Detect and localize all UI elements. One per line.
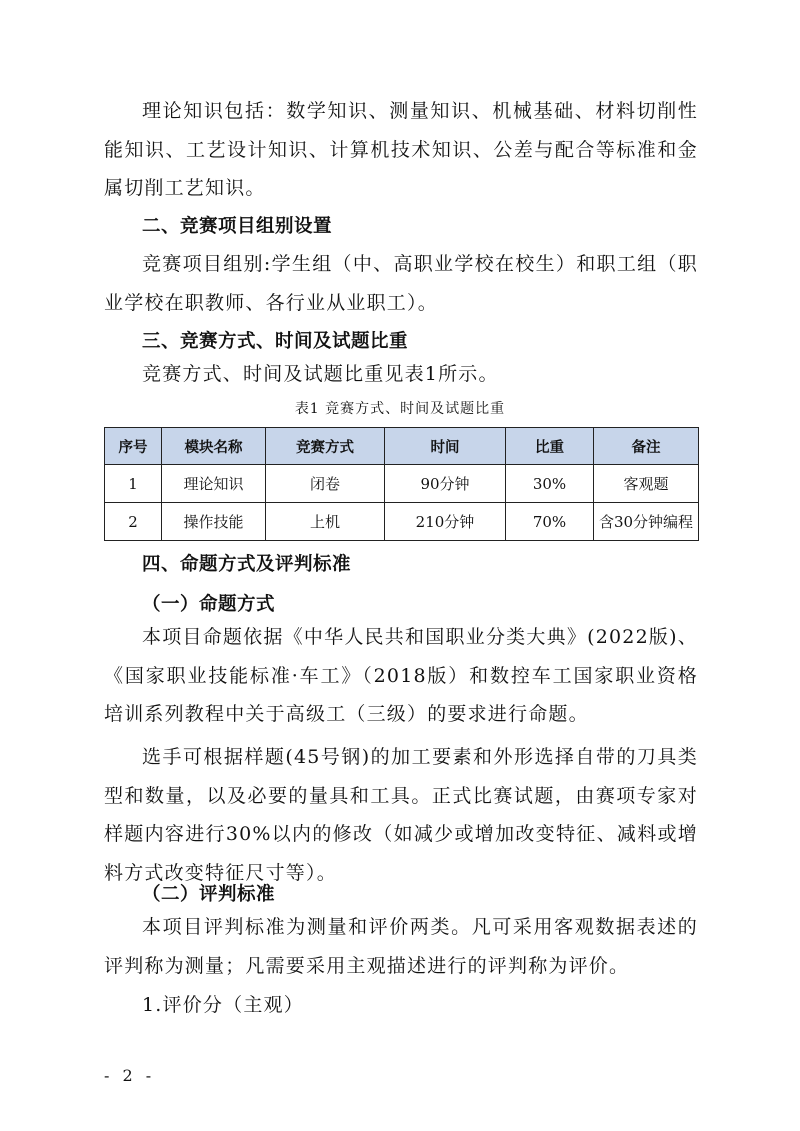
header-cell-method: 竞赛方式: [266, 428, 385, 465]
section-2-heading: 二、竞赛项目组别设置: [142, 216, 333, 237]
table-intro-paragraph: 竞赛方式、时间及试题比重见表1所示。: [142, 363, 499, 385]
table-cell: 90分钟: [385, 465, 506, 503]
table-cell: 210分钟: [385, 503, 506, 541]
tool-selection-paragraph: 选手可根据样题(45号钢)的加工要素和外形选择自带的刀具类型和数量，以及必要的量具和工具。正式比赛试题，由赛项专家对样题内容进行30%以内的修改（如减少或增加改变特征、减料或增料方式改变特征尺寸等）。: [104, 746, 698, 884]
table-cell: 闭卷: [266, 465, 385, 503]
theory-knowledge-paragraph: 理论知识包括：数学知识、测量知识、机械基础、材料切削性能知识、工艺设计知识、计算机技术知识、公差与配合等标准和金属切削工艺知识。: [104, 100, 698, 199]
table-cell: 2: [105, 503, 162, 541]
subsection-judging-heading: （二）评判标准: [142, 884, 276, 905]
table-cell: 含30分钟编程: [594, 503, 699, 541]
table-header-row: [105, 428, 699, 465]
header-cell-notes: 备注: [594, 428, 699, 465]
table-cell: 客观题: [594, 465, 699, 503]
table-cell: 30%: [506, 465, 594, 503]
header-cell-weight: 比重: [506, 428, 594, 465]
table-cell: 上机: [266, 503, 385, 541]
subjective-score-item: 1.评价分（主观）: [142, 994, 304, 1016]
table-cell: 理论知识: [162, 465, 266, 503]
page-number: - 2 -: [104, 1066, 156, 1085]
subsection-proposition-heading: （一）命题方式: [142, 594, 276, 615]
table-row: [105, 503, 699, 541]
competition-table: [104, 427, 699, 541]
section-3-heading: 三、竞赛方式、时间及试题比重: [142, 331, 409, 352]
judging-standard-paragraph: 本项目评判标准为测量和评价两类。凡可采用客观数据表述的评判称为测量；凡需要采用主观描述进行的评判称为评价。: [104, 916, 698, 977]
proposition-basis-paragraph: 本项目命题依据《中华人民共和国职业分类大典》(2022版)、《国家职业技能标准·车工》（2018版）和数控车工国家职业资格培训系列教程中关于高级工（三级）的要求进行命题。: [104, 626, 698, 725]
header-cell-time: 时间: [385, 428, 506, 465]
table-cell: 70%: [506, 503, 594, 541]
section-4-heading: 四、命题方式及评判标准: [142, 554, 352, 575]
table-row: [105, 465, 699, 503]
table-cell: 1: [105, 465, 162, 503]
header-cell-module: 模块名称: [162, 428, 266, 465]
table-cell: 操作技能: [162, 503, 266, 541]
header-cell-index: 序号: [105, 428, 162, 465]
competition-groups-paragraph: 竞赛项目组别:学生组（中、高职业学校在校生）和职工组（职业学校在职教师、各行业从业职工）。: [104, 253, 698, 314]
table-caption: 表1 竞赛方式、时间及试题比重: [294, 401, 506, 417]
